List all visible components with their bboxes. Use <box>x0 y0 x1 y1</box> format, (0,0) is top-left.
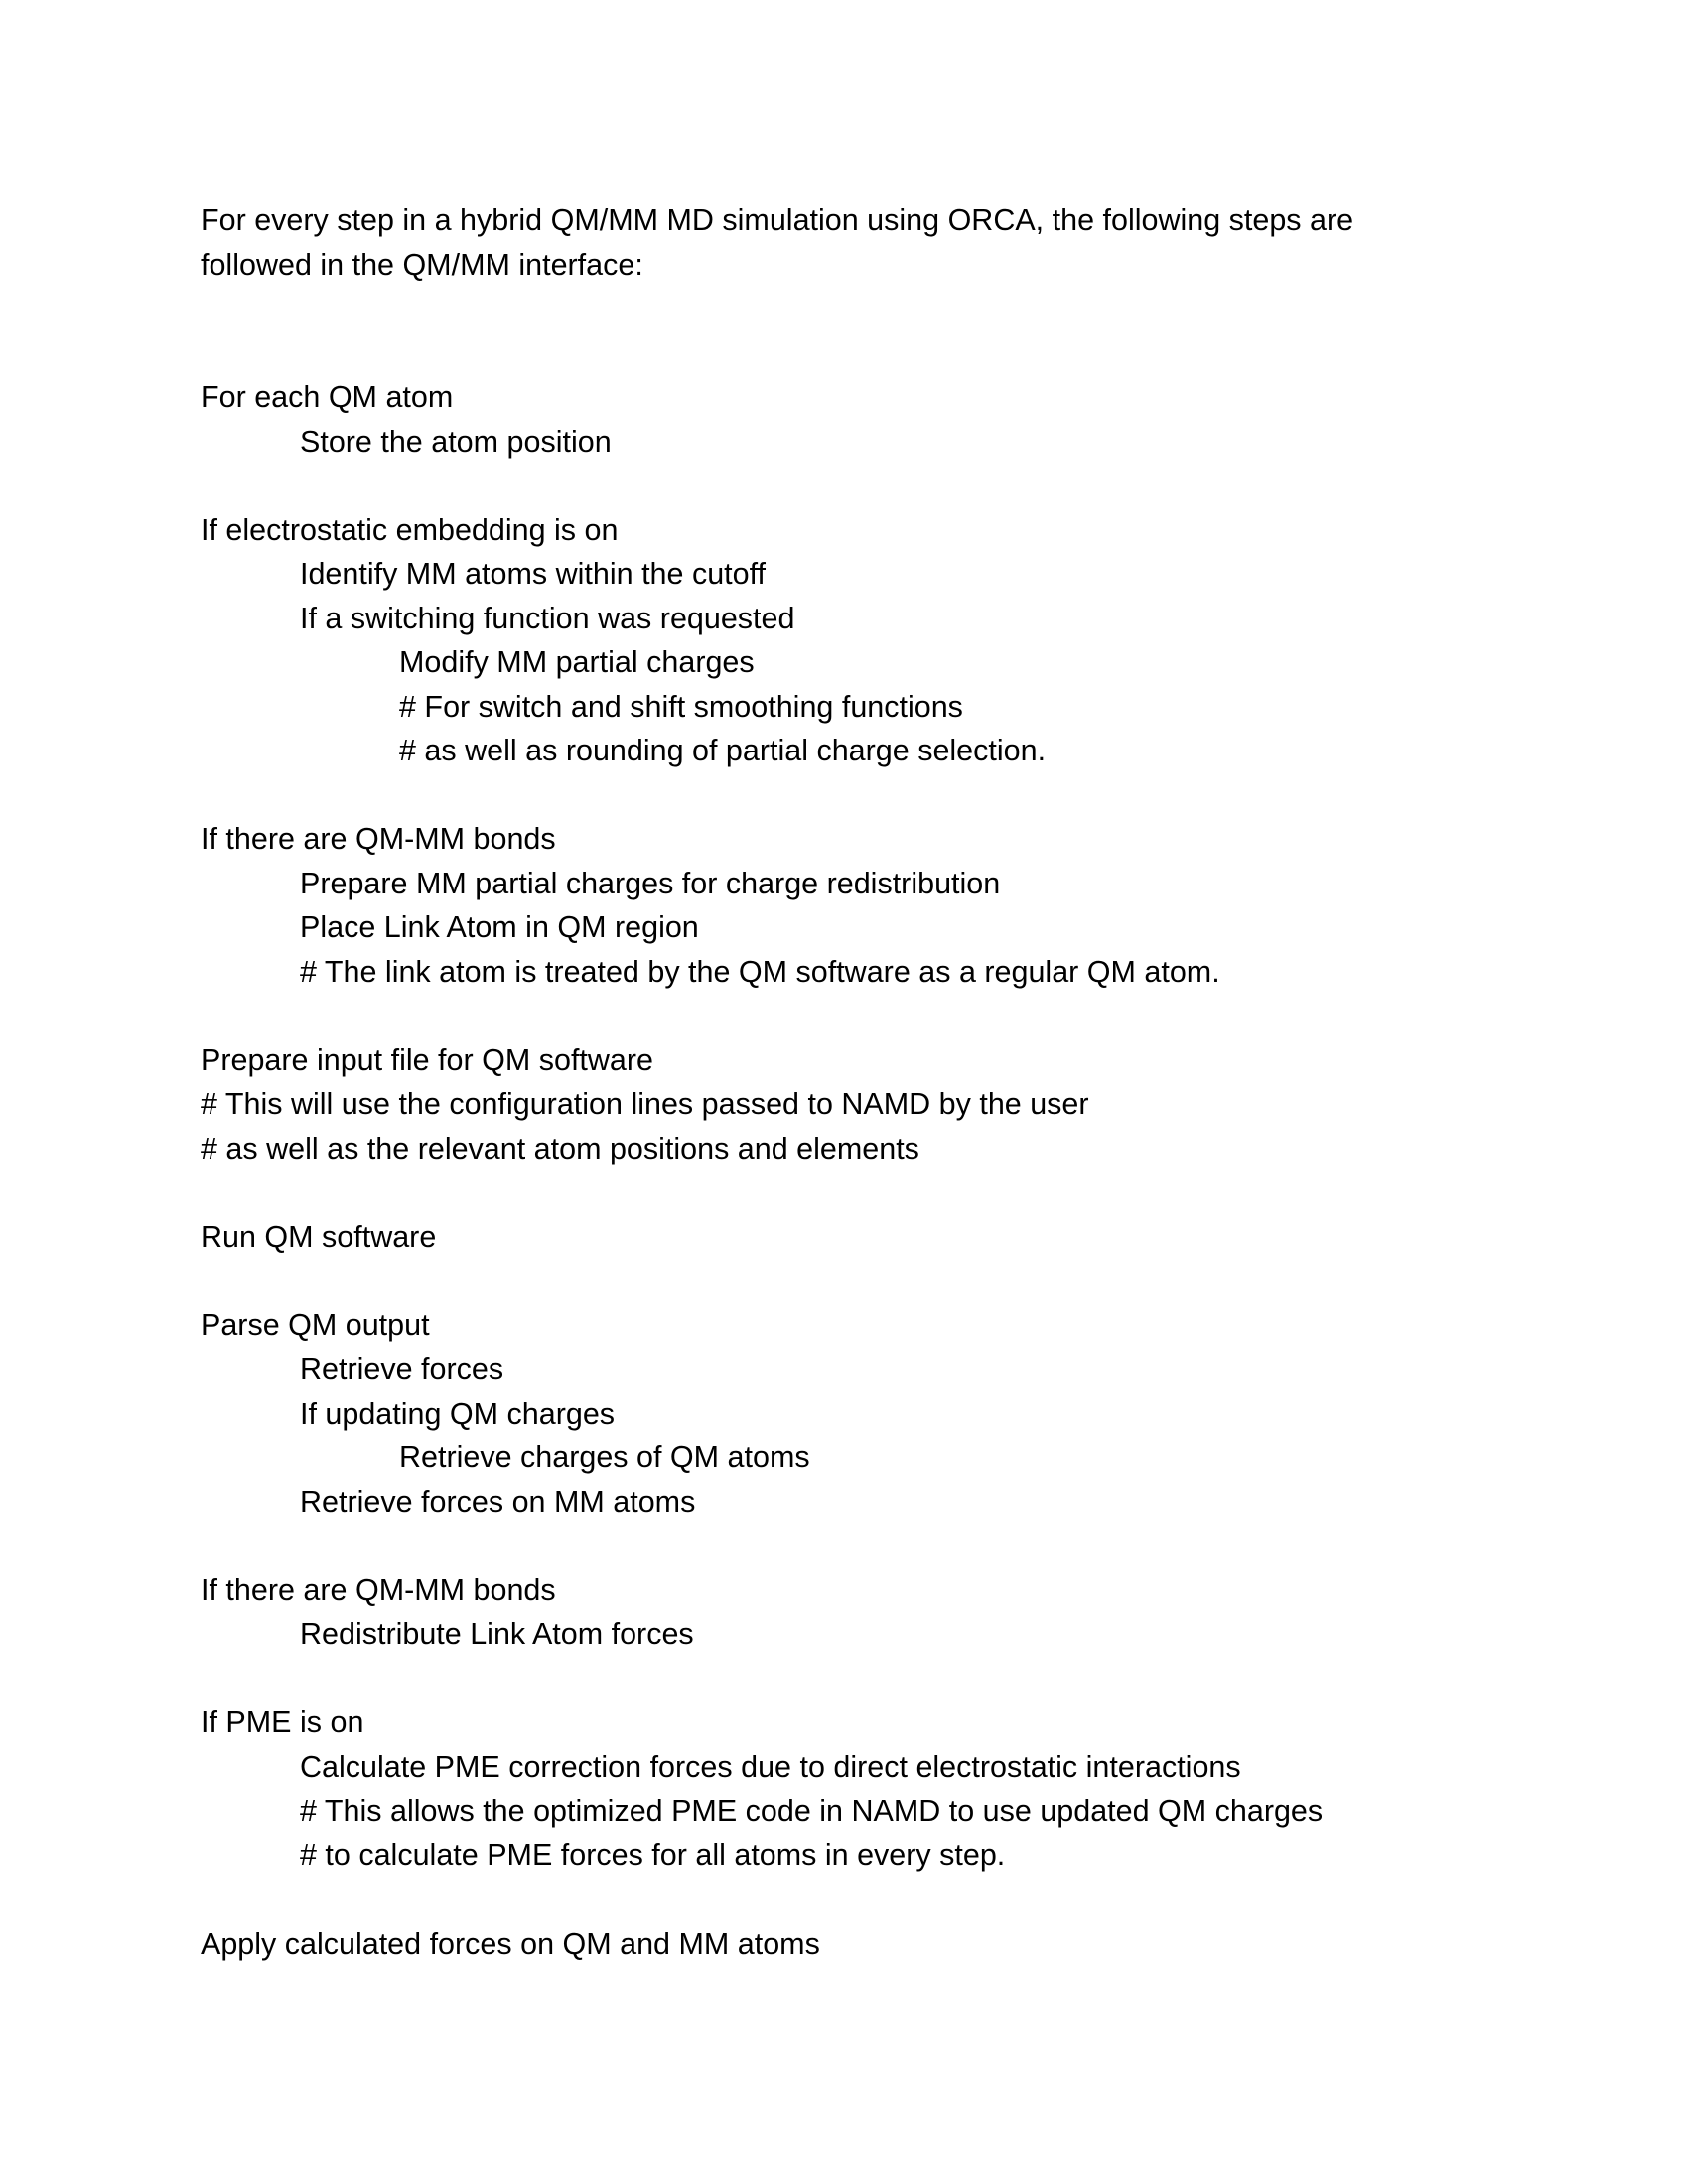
document-body <box>201 199 1499 1966</box>
document-line: Retrieve forces on MM atoms <box>300 1484 696 1519</box>
document-line: Prepare input file for QM software <box>201 1042 653 1077</box>
document-line: followed in the QM/MM interface: <box>201 247 643 282</box>
document-line: Calculate PME correction forces due to direct electrostatic interactions <box>300 1749 1241 1784</box>
document-line: # as well as the relevant atom positions and elements <box>201 1131 919 1165</box>
document-line: Identify MM atoms within the cutoff <box>300 557 766 591</box>
document-line: If electrostatic embedding is on <box>201 512 619 547</box>
paragraph-gap <box>201 1524 1499 1569</box>
paragraph-gap <box>201 1259 1499 1303</box>
document-line: Apply calculated forces on QM and MM atoms <box>201 1926 820 1961</box>
paragraph-gap <box>201 1877 1499 1922</box>
paragraph-gap <box>201 994 1499 1038</box>
document-line: For each QM atom <box>201 380 454 414</box>
document-line: # to calculate PME forces for all atoms in every step. <box>300 1838 1006 1872</box>
document-line: Retrieve charges of QM atoms <box>399 1440 810 1474</box>
document-line: # For switch and shift smoothing functions <box>399 689 963 724</box>
document-line: If a switching function was requested <box>300 601 795 635</box>
document-line: If PME is on <box>201 1706 364 1739</box>
paragraph-gap <box>201 464 1499 508</box>
document-line: Prepare MM partial charges for charge redistribution <box>300 866 1001 900</box>
document-line: Run QM software <box>201 1219 437 1254</box>
document-line: Redistribute Link Atom forces <box>300 1617 694 1651</box>
document-line: If there are QM-MM bonds <box>201 1572 556 1607</box>
document-line: # The link atom is treated by the QM software as a regular QM atom. <box>300 954 1220 989</box>
document-line: Modify MM partial charges <box>399 645 755 679</box>
document-line: Store the atom position <box>300 424 612 459</box>
document-line: Retrieve forces <box>300 1352 504 1386</box>
paragraph-gap <box>201 773 1499 818</box>
document-line: Place Link Atom in QM region <box>300 910 699 944</box>
document-line: If updating QM charges <box>300 1396 616 1431</box>
document-line: # as well as rounding of partial charge selection. <box>399 734 1047 767</box>
document-line: # This allows the optimized PME code in NAMD to use updated QM charges <box>300 1794 1324 1828</box>
paragraph-gap <box>201 287 1499 375</box>
document-line: # This will use the configuration lines passed to NAMD by the user <box>201 1087 1089 1121</box>
document-line: Parse QM output <box>201 1307 430 1342</box>
document-line: For every step in a hybrid QM/MM MD simulation using ORCA, the following steps are <box>201 204 1354 237</box>
document-line: If there are QM-MM bonds <box>201 822 556 856</box>
paragraph-gap <box>201 1170 1499 1215</box>
paragraph-gap <box>201 1657 1499 1702</box>
